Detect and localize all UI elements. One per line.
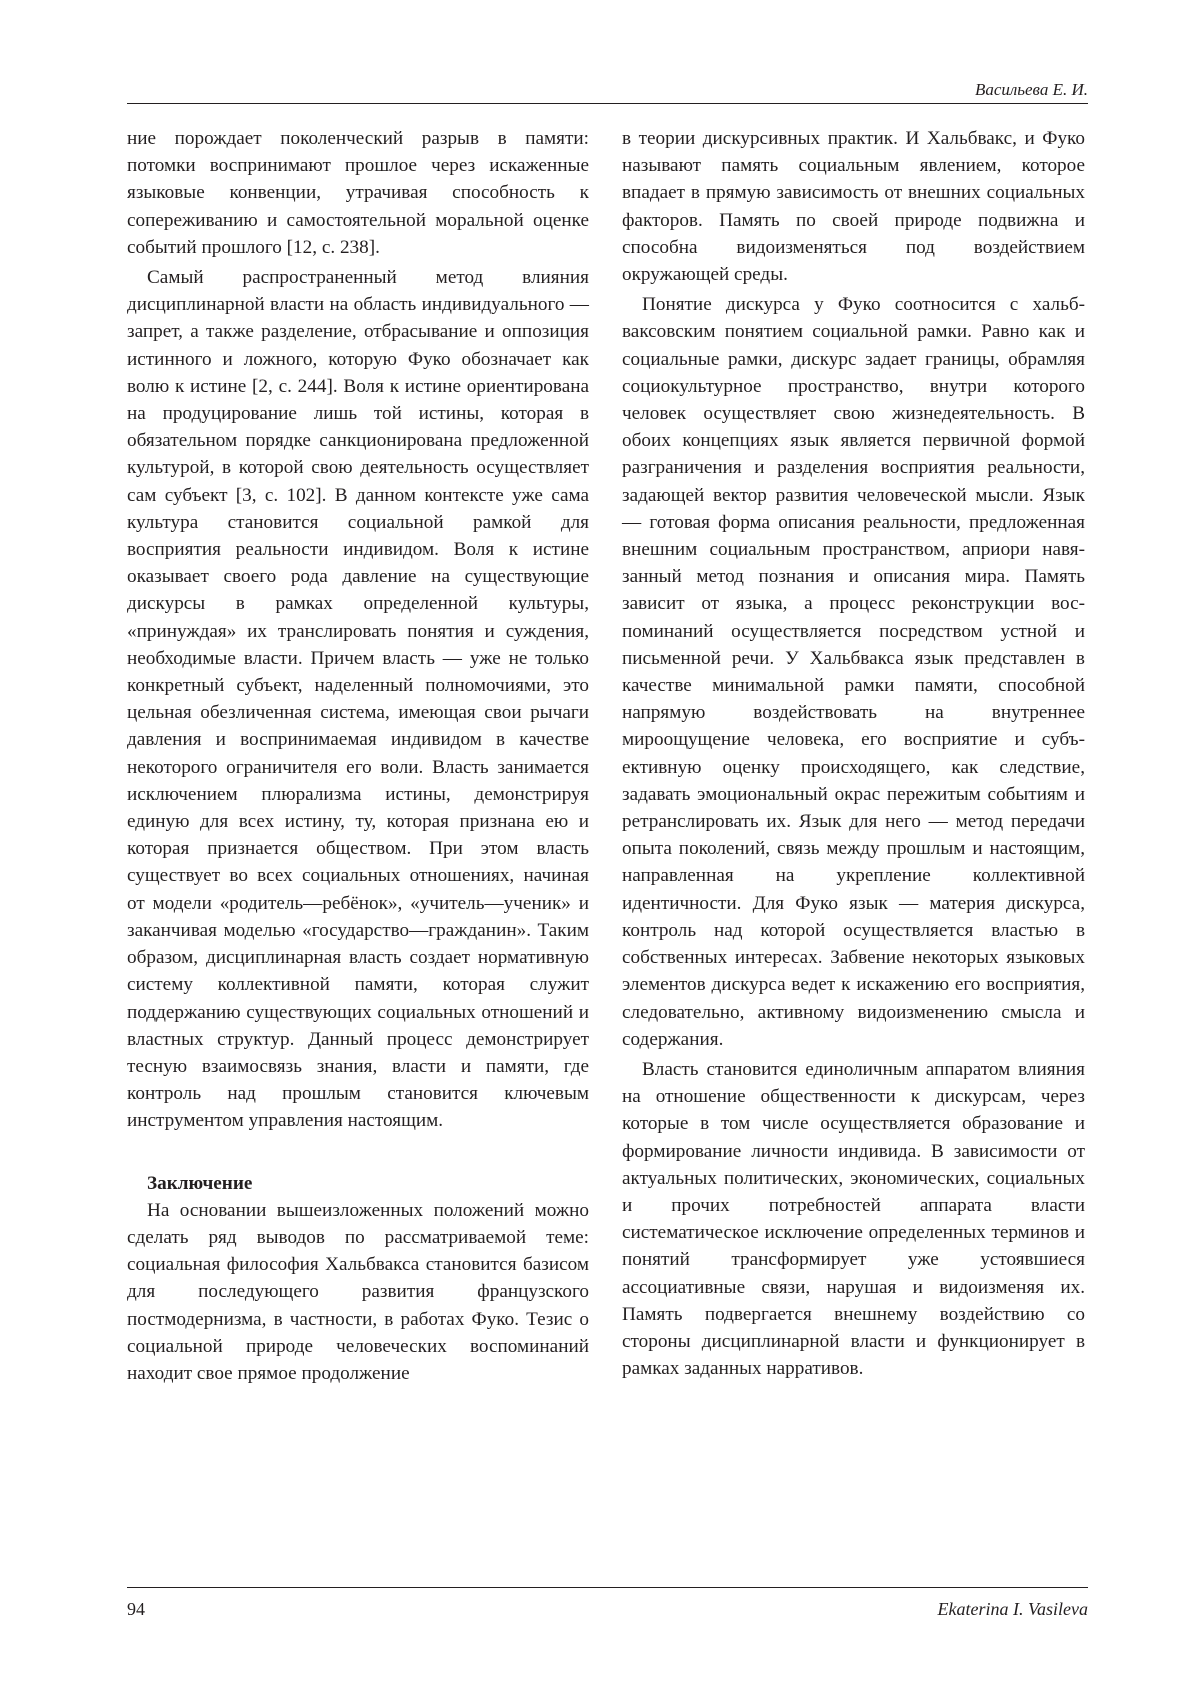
paragraph: Власть становится единоличным аппаратом влияния на отношение общественности к дискурсам, через которые в том числе осуществляется образование и формирование личности индивида. В зависимости от актуальных политических, экономических, социальных и прочих потребностей аппарата власти систематическое исключение определенных терминов и понятий трансформирует уже устоявшиеся ассоциативные связи, нарушая и видоизменяя их. Память подвергается внешнему воздействию со стороны дисциплинарной власти и функционирует в рамках заданных нарративов.: [622, 1058, 1085, 1380]
paragraph: Понятие дискурса у Фуко соотносится с хальбваксовским понятием социальной рамки. Равно как и социальные рамки, дискурс задает границы, обрамляя социокультурное пространство, внутри которого человек осуществляет свою жизнедеятельность. В обоих концепциях язык является первичной формой разграничения и разделения восприятия реальности, задающей вектор развития человеческой мысли. Язык — готовая форма описания реальности, предложенная внешним социальным пространством, априори навязанный метод познания и описания мира. Память зависит от языка, а процесс реконструкции воспоминаний осуществляется посредством устной и письменной речи. У Хальбвакса язык представлен в качестве минимальной рамки памяти, способной напрямую воздействовать на внутреннее мироощущение человека, его восприятие и субъективную оценку происходящего, как следствие, задавать эмоциональный окрас пережитым событиям и ретранслировать их. Язык для него — метод передачи опыта поколений, связь между прошлым и настоящим, направленная на укрепление коллективной идентичности. Для Фуко язык — материя дискурса, контроль над которой осуществляется властью в собственных интересах. Забвение некоторых языковых элементов дискурса ведет к искажению его восприятия, следовательно, активному видоизменению смысла и содержания.: [622, 294, 1085, 1050]
paragraph: Самый распространенный метод влияния дисциплинарной власти на область индивидуального — запрет, а также разделение, отбрасывание и оппозиция истинного и ложного, которую Фуко обозначает как волю к истине [2, с. 244]. Воля к истине ориентирована на продуцирование лишь той истины, которая в обязательном порядке санкционирована предложенной культурой, в которой свою деятельность осуществляет сам субъект [3, с. 102]. В данном контексте уже сама культура становится социальной рамкой для восприятия реальности индивидом. Воля к истине оказывает своего рода давление на существующие дискурсы в рамках определенной культуры, «принуждая» их транслировать понятия и суждения, необходимые власти. Причем власть — уже не только конкретный субъект, наделенный полномочиями, это цельная обезличенная система, имеющая свои рычаги давления и воспринимаемая индивидом в качестве некоторого ограничителя его воли. Власть занимается исключением плюрализма истины, демонстрируя единую для всех истину, ту, которая признана ею и которая признается обществом. При этом власть существует во всех социальных отношениях, начиная от модели «родитель—ребёнок», «учитель—ученик» и заканчивая моделью «государство—гражданин». Таким образом, дисциплинарная власть создает нормативную систему коллективной памяти, которая служит поддержанию существующих социальных отношений и властных структур. Данный процесс демонстрирует тесную взаимосвязь знания, власти и памяти, где контроль над прошлым становится ключевым инструментом управления настоящим.: [127, 267, 589, 1132]
section-heading-conclusion: Заключение: [147, 1172, 253, 1194]
footer-author: Ekaterina I. Vasileva: [937, 1599, 1088, 1619]
footer-divider: [127, 1587, 1088, 1588]
running-head-author: Васильева Е. И.: [974, 80, 1088, 99]
paragraph: На основании вышеизложенных положений можно сделать ряд выводов по рассматриваемой теме: социальная философия Хальбвакса становится базисом для последующего развития французского постмодернизма, в частности, в работах Фуко. Тезис о социальной природе человеческих воспоминаний находит свое прямое продолжение: [127, 1199, 589, 1384]
left-column: [127, 125, 589, 1387]
page-number: 94: [127, 1599, 145, 1619]
right-column: [622, 125, 1085, 1382]
paragraph: ние порождает поколенческий разрыв в памяти: потомки воспринимают прошлое через искаженные языковые конвенции, утрачивая способность к сопереживанию и самостоятельной моральной оценке событий прошлого [12, с. 238].: [127, 128, 589, 258]
paragraph: в теории дискурсивных практик. И Хальбвакс, и Фуко называют память социальным явлением, которое впадает в прямую зависимость от внешних социальных факторов. Память по своей природе подвижна и способна видоизменяться под воздействием окружающей среды.: [622, 128, 1085, 286]
header-divider: [127, 103, 1088, 104]
